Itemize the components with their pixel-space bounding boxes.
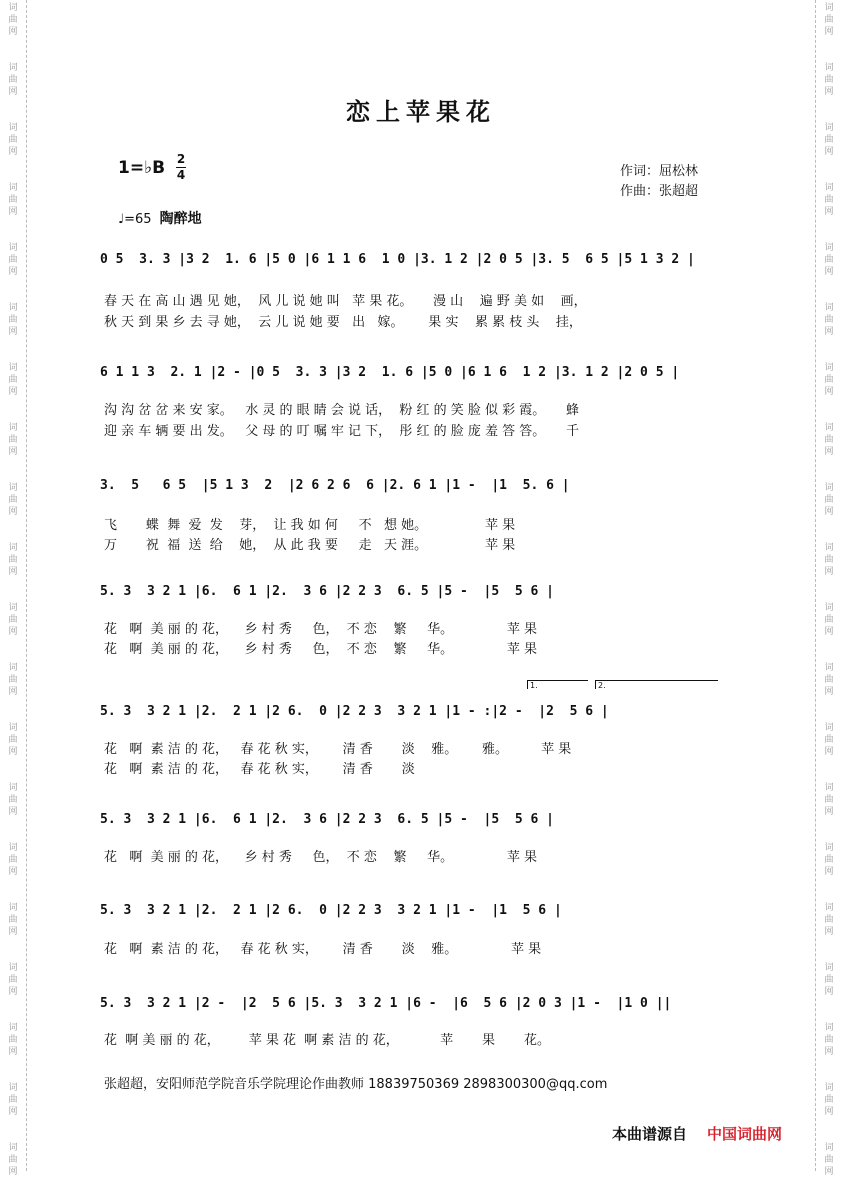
lyric-line: 花 啊 素 洁 的 花， 春 花 秋 实， 清 香 淡 雅。 雅。 苹 果 (104, 742, 572, 757)
watermark-text: 词 曲 网 (824, 603, 834, 637)
watermark-text: 词 曲 网 (8, 483, 18, 517)
lyric-line: 花 啊 美 丽 的 花， 乡 村 秀 色， 不 恋 繁 华。 苹 果 (104, 622, 537, 637)
lyric-line: 秋 天 到 果 乡 去 寻 她， 云 儿 说 她 要 出 嫁。 果 实 累 累 枝 头 挂， (104, 315, 582, 330)
lyric-line: 花 啊 素 洁 的 花， 春 花 秋 实， 清 香 淡 雅。 苹 果 (104, 942, 542, 957)
lyric-line: 花 啊 美 丽 的 花， 乡 村 秀 色， 不 恋 繁 华。 苹 果 (104, 850, 537, 865)
time-signature (176, 153, 186, 182)
watermark-text: 词 曲 网 (8, 723, 18, 757)
notes-row: 5. 3 3 2 1 |6. 6 1 |2. 3 6 |2 2 3 6. 5 |5 - |5 5 6 | (100, 812, 554, 827)
watermark-text: 词 曲 网 (824, 123, 834, 157)
lyricist: 作词：屈松林 (620, 164, 699, 179)
watermark-text: 词 曲 网 (8, 603, 18, 637)
watermark-text: 词 曲 网 (8, 1143, 18, 1177)
watermark-text: 词 曲 网 (8, 903, 18, 937)
tempo-mark: 陶醉地 (159, 211, 202, 227)
watermark-text: 词 曲 网 (8, 183, 18, 217)
watermark-text: 词 曲 网 (824, 63, 834, 97)
notes-row: 6 1 1 3 2. 1 |2 - |0 5 3. 3 |3 2 1. 6 |5 0 |6 1 6 1 2 |3. 1 2 |2 0 5 | (100, 365, 680, 380)
watermark-text: 词 曲 网 (824, 723, 834, 757)
author-contact: 张超超，安阳师范学院音乐学院理论作曲教师 18839750369 2898300300@qq.com (104, 1077, 608, 1092)
watermark-text: 词 曲 网 (824, 663, 834, 697)
watermark-text: 词 曲 网 (8, 123, 18, 157)
watermark-text: 词 曲 网 (8, 243, 18, 277)
tempo (118, 208, 202, 228)
lyric-line: 花 啊 美 丽 的 花， 乡 村 秀 色， 不 恋 繁 华。 苹 果 (104, 642, 537, 657)
watermark-text: 词 曲 网 (824, 243, 834, 277)
volta-second: 2. (595, 680, 718, 689)
watermark-text: 词 曲 网 (8, 63, 18, 97)
notes-row: 3. 5 6 5 |5 1 3 2 |2 6 2 6 6 |2. 6 1 |1 - |1 5. 6 | (100, 478, 570, 493)
right-margin-strip (815, 0, 842, 1177)
watermark-text: 词 曲 网 (8, 783, 18, 817)
watermark-text: 词 曲 网 (824, 843, 834, 877)
watermark-text: 词 曲 网 (8, 423, 18, 457)
source-credit (612, 1123, 782, 1144)
watermark-text: 词 曲 网 (8, 363, 18, 397)
left-margin-strip (0, 0, 27, 1177)
watermark-text: 词 曲 网 (8, 663, 18, 697)
watermark-text: 词 曲 网 (824, 183, 834, 217)
watermark-text: 词 曲 网 (8, 1083, 18, 1117)
composer: 作曲：张超超 (620, 184, 699, 199)
source-label: 本曲谱源自 (612, 1125, 688, 1143)
watermark-text: 词 曲 网 (824, 3, 834, 37)
watermark-text: 词 曲 网 (824, 1083, 834, 1117)
notes-row: 5. 3 3 2 1 |2 - |2 5 6 |5. 3 3 2 1 |6 - |6 5 6 |2 0 3 |1 - |1 0 || (100, 996, 672, 1011)
watermark-text: 词 曲 网 (824, 1023, 834, 1057)
notes-row: 0 5 3. 3 |3 2 1. 6 |5 0 |6 1 1 6 1 0 |3. 1 2 |2 0 5 |3. 5 6 5 |5 1 3 2 | (100, 252, 695, 267)
watermark-text: 词 曲 网 (824, 363, 834, 397)
watermark-text: 词 曲 网 (824, 963, 834, 997)
volta-first: 1. (527, 680, 588, 689)
lyric-line: 飞 蝶 舞 爱 发 芽， 让 我 如 何 不 想 她。 苹 果 (104, 518, 516, 533)
key-signature: 1=♭B (118, 158, 166, 178)
watermark-text: 词 曲 网 (824, 423, 834, 457)
tempo-bpm: ♩=65 (118, 212, 152, 227)
watermark-text: 词 曲 网 (8, 843, 18, 877)
lyric-line: 万 祝 福 送 给 她， 从 此 我 要 走 天 涯。 苹 果 (104, 538, 516, 553)
watermark-text: 词 曲 网 (8, 963, 18, 997)
watermark-text: 词 曲 网 (824, 303, 834, 337)
lyric-line: 春 天 在 高 山 遇 见 她， 风 儿 说 她 叫 苹 果 花。 漫 山 遍 野 美 如 画， (104, 294, 587, 309)
song-title: 恋上苹果花 (346, 98, 496, 126)
watermark-text: 词 曲 网 (824, 483, 834, 517)
watermark-text: 词 曲 网 (824, 543, 834, 577)
watermark-text: 词 曲 网 (8, 3, 18, 37)
time-signature-top: 2 (176, 152, 186, 166)
notes-row: 5. 3 3 2 1 |2. 2 1 |2 6. 0 |2 2 3 3 2 1 |1 - :|2 - |2 5 6 | (100, 704, 609, 719)
notes-row: 5. 3 3 2 1 |6. 6 1 |2. 3 6 |2 2 3 6. 5 |5 - |5 5 6 | (100, 584, 554, 599)
lyric-line: 花 啊 美 丽 的 花， 苹 果 花 啊 素 洁 的 花， 苹 果 花。 (104, 1033, 550, 1048)
watermark-text: 词 曲 网 (8, 1023, 18, 1057)
notes-row: 5. 3 3 2 1 |2. 2 1 |2 6. 0 |2 2 3 3 2 1 |1 - |1 5 6 | (100, 903, 562, 918)
watermark-text: 词 曲 网 (824, 783, 834, 817)
lyric-line: 迎 亲 车 辆 要 出 发。 父 母 的 叮 嘱 牢 记 下， 彤 红 的 脸 庞 羞 答 答。 千 (104, 424, 579, 439)
watermark-text: 词 曲 网 (8, 303, 18, 337)
lyric-line: 花 啊 素 洁 的 花， 春 花 秋 实， 清 香 淡 (104, 762, 415, 777)
watermark-text: 词 曲 网 (824, 903, 834, 937)
time-signature-bottom: 4 (176, 168, 186, 182)
watermark-text: 词 曲 网 (8, 543, 18, 577)
lyric-line: 沟 沟 岔 岔 来 安 家。 水 灵 的 眼 睛 会 说 话， 粉 红 的 笑 脸 似 彩 霞。 蜂 (104, 403, 579, 418)
credits (620, 162, 698, 202)
source-site-link[interactable]: 中国词曲网 (707, 1125, 783, 1143)
watermark-text: 词 曲 网 (824, 1143, 834, 1177)
